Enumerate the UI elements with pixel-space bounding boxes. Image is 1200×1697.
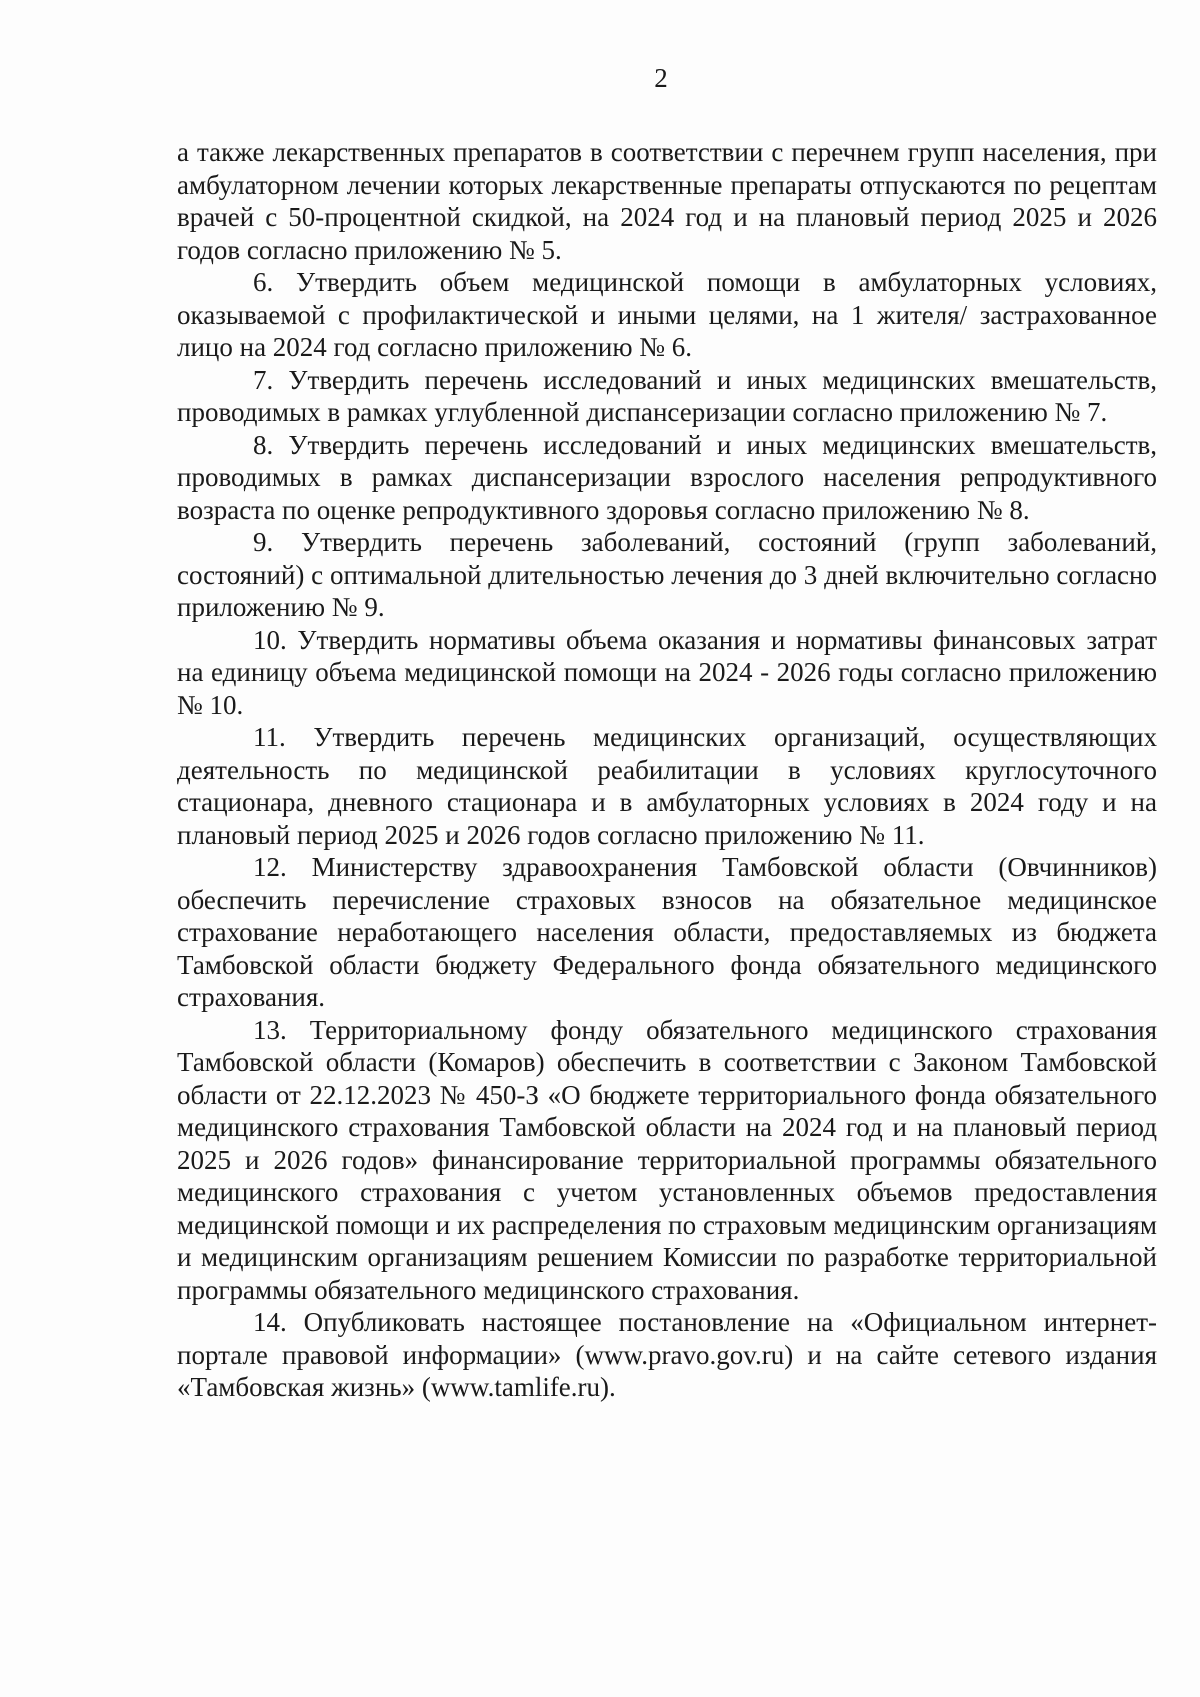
paragraph-item-13: 13. Территориальному фонду обязательного медицинского страхования Тамбовской области (Комаров) обеспечить в соответствии с Законом Тамбовской области от 22.12.2023 № 450-З «О бюджете территориального фонда обязательного медицинского страхования Тамбовской области на 2024 год и на плановый период 2025 и 2026 годов» финансирование территориальной программы обязательного медицинского страхования с учетом установленных объемов предоставления медицинской помощи и их распределения по страховым медицинским организациям и медицинским организациям решением Комиссии по разработке территориальной программы обязательного медицинского страхования. <box>177 1014 1157 1305</box>
document-body <box>177 136 1157 1404</box>
paragraph-item-9: 9. Утвердить перечень заболеваний, состояний (групп заболеваний, состояний) с оптимальной длительностью лечения до 3 дней включительно согласно приложению № 9. <box>177 527 1157 622</box>
paragraph-item-6: 6. Утвердить объем медицинской помощи в амбулаторных условиях, оказываемой с профилактической и иными целями, на 1 жителя/ застрахованное лицо на 2024 год согласно приложению № 6. <box>177 267 1157 362</box>
paragraph-item-14: 14. Опубликовать настоящее постановление на «Официальном интернет-портале правовой информации» (www.pravo.gov.ru) и на сайте сетевого издания «Тамбовская жизнь» (www.tamlife.ru). <box>177 1307 1157 1402</box>
paragraph-item-8: 8. Утвердить перечень исследований и иных медицинских вмешательств, проводимых в рамках диспансеризации взрослого населения репродуктивного возраста по оценке репродуктивного здоровья согласно приложению № 8. <box>177 429 1157 525</box>
paragraph-item-7: 7. Утвердить перечень исследований и иных медицинских вмешательств, проводимых в рамках углубленной диспансеризации согласно приложению № 7. <box>177 364 1157 427</box>
paragraph-item-10: 10. Утвердить нормативы объема оказания и нормативы финансовых затрат на единицу объема медицинской помощи на 2024 - 2026 годы согласно приложению № 10. <box>177 624 1157 720</box>
paragraph-continuation: а также лекарственных препаратов в соответствии с перечнем групп населения, при амбулаторном лечении которых лекарственные препараты отпускаются по рецептам врачей с 50-процентной скидкой, на 2024 год и на плановый период 2025 и 2026 годов согласно приложению № 5. <box>177 137 1157 265</box>
paragraph-item-12: 12. Министерству здравоохранения Тамбовской области (Овчинников) обеспечить перечисление страховых взносов на обязательное медицинское страхование неработающего населения области, предоставляемых из бюджета Тамбовской области бюджету Федерального фонда обязательного медицинского страхования. <box>177 852 1157 1012</box>
paragraph-item-11: 11. Утвердить перечень медицинских организаций, осуществляющих деятельность по медицинской реабилитации в условиях круглосуточного стационара, дневного стационара и в амбулаторных условиях в 2024 году и на плановый период 2025 и 2026 годов согласно приложению № 11. <box>177 722 1157 850</box>
page-number: 2 <box>654 63 668 93</box>
